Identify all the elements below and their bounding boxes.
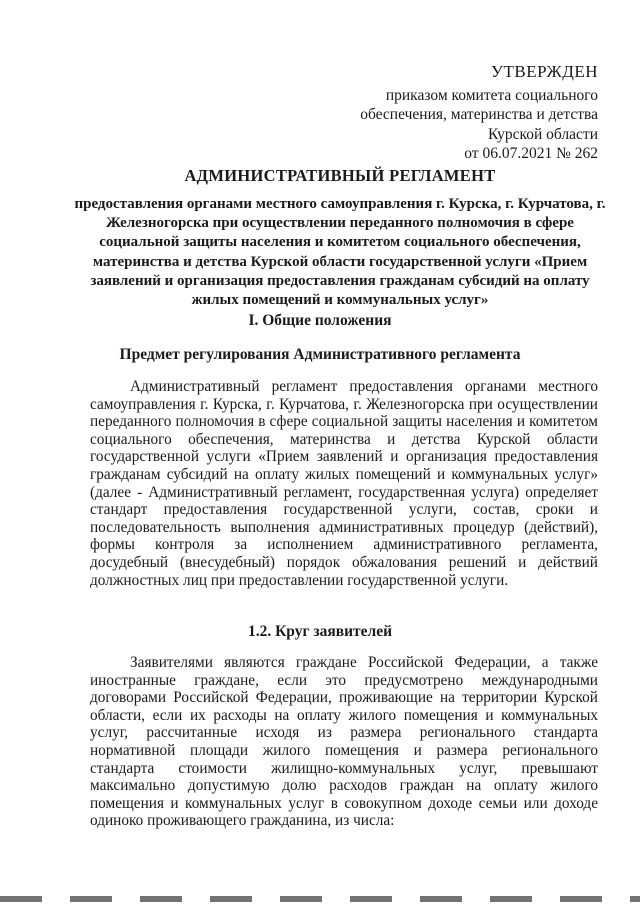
approval-line: Курской области bbox=[487, 125, 598, 143]
body-paragraph: Заявителями являются граждане Российской Федерации, а также иностранные граждане, если это предусмотрено международными договорами Российской Федерации, проживающие на территории Курской области, если их расходы на оплату жилого помещения и коммунальных услуг, рассчитанные исходя из размера регионального стандарта нормативной площади жилого помещения и размера регионального стандарта стоимости жилищно-коммунальных услуг, превышают максимально допустимую долю расходов граждан на оплату жилого помещения и коммунальных услуг в совокупном доходе семьи или доходе одиноко проживающего гражданина, из числа: bbox=[90, 654, 598, 830]
approval-date: от 06.07.2021 № 262 bbox=[464, 145, 598, 162]
approval-heading: УТВЕРЖДЕН bbox=[491, 62, 598, 81]
scan-artifact bbox=[0, 896, 640, 902]
document-subtitle: предоставления органами местного самоуправления г. Курска, г. Курчатова, г. Железногорска при осуществлении переданного полномочия в сфере социальной защиты населения и комитетом социального обеспечения, материнства и детства Курской области государственной услуги «Прием заявлений и организация предоставления гражданам субсидий на оплату жилых помещений и коммунальных услуг» bbox=[74, 196, 606, 309]
document-title-block bbox=[70, 166, 610, 310]
approval-line: обеспечения, материнства и детства bbox=[360, 106, 598, 123]
document-title: АДМИНИСТРАТИВНЫЙ РЕГЛАМЕНТ bbox=[184, 166, 496, 185]
section-heading: I. Общие положения bbox=[248, 312, 392, 329]
approval-line: приказом комитета социального bbox=[385, 86, 598, 104]
subsection-heading: Предмет регулирования Административного регламента bbox=[119, 346, 521, 363]
body-paragraph: Административный регламент предоставления органами местного самоуправления г. Курска, г. Курчатова, г. Железногорска при осуществлении переданного полномочия в сфере социальной защиты населения и комитетом социального обеспечения, материнства и детства Курской области государственной услуги «Прием заявлений и организация предоставления гражданам субсидий на оплату жилых помещений и коммунальных услуг» (далее - Административный регламент, государственная услуга) определяет стандарт предоставления государственной услуги, состав, сроки и последовательность выполнения административных процедур (действий), формы контроля за исполнением административного регламента, досудебный (внесудебный) порядок обжалования решений и действий должностных лиц при предоставлении государственной услуги. bbox=[90, 378, 598, 589]
approval-stamp bbox=[360, 62, 598, 164]
subsection-heading: 1.2. Круг заявителей bbox=[247, 623, 393, 640]
